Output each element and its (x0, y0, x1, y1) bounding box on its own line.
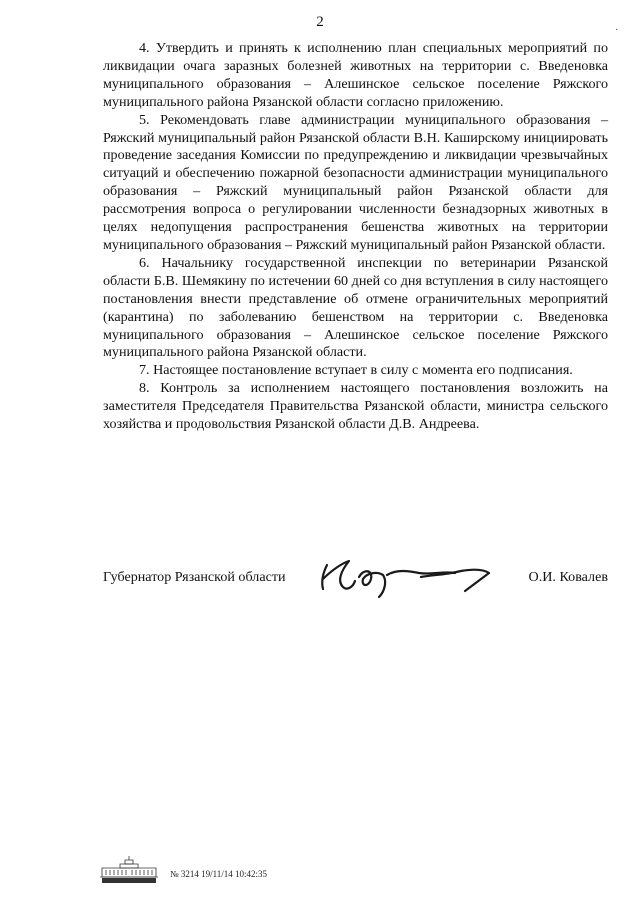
paragraph-8: 8. Контроль за исполнением настоящего постановления возложить на заместителя Председателя Правительства Рязанской области, министра сельского хозяйства и продовольствия Рязанской области Д.В. Андреева. (103, 380, 608, 433)
corner-mark: . (615, 22, 618, 33)
handwritten-signature (313, 551, 503, 601)
signatory-name: О.И. Ковалев (528, 569, 608, 585)
signatory-title: Губернатор Рязанской области (103, 569, 286, 585)
paragraph-5: 5. Рекомендовать главе администрации муниципального образования – Ряжский муниципальный район Рязанской области В.Н. Каширскому инициировать проведение заседания Комиссии по предупреждению и ликвидации чрезвычайных ситуаций и обеспечению пожарной безопасности администрации муниципального образования – Ряжский муниципальный район Рязанской области для рассмотрения вопроса о регулировании численности безнадзорных животных в целях недопущения распространения бешенства животных на территории муниципального образования – Ряжский муниципальный район Рязанской области. (103, 111, 608, 253)
registration-stamp (170, 869, 267, 879)
registration-footer (98, 855, 358, 885)
government-building-logo (98, 855, 160, 885)
registration-number-date: 3214 19/11/14 10:42:35 (180, 869, 268, 879)
paragraph-6: 6. Начальнику государственной инспекции по ветеринарии Рязанской области Б.В. Шемякину по истечении 60 дней со дня вступления в силу настоящего постановления внести представление об отмене ограничительных мероприятий (карантина) по заболеванию бешенством на территории с. Введеновка муниципального образования – Алешинское сельское поселение Ряжского муниципального района Рязанской области. (103, 254, 608, 361)
paragraph-7: 7. Настоящее постановление вступает в силу с момента его подписания. (139, 362, 573, 379)
page-number: 2 (316, 14, 324, 30)
paragraph-4: 4. Утвердить и принять к исполнению план специальных мероприятий по ликвидации очага заразных болезней животных на территории с. Введеновка муниципального образования – Алешинское сельское поселение Ряжского муниципального района Рязанской области согласно приложению. (103, 40, 608, 110)
signature-block (103, 565, 608, 595)
number-sign-icon: № (170, 869, 179, 879)
document-body (103, 40, 608, 434)
